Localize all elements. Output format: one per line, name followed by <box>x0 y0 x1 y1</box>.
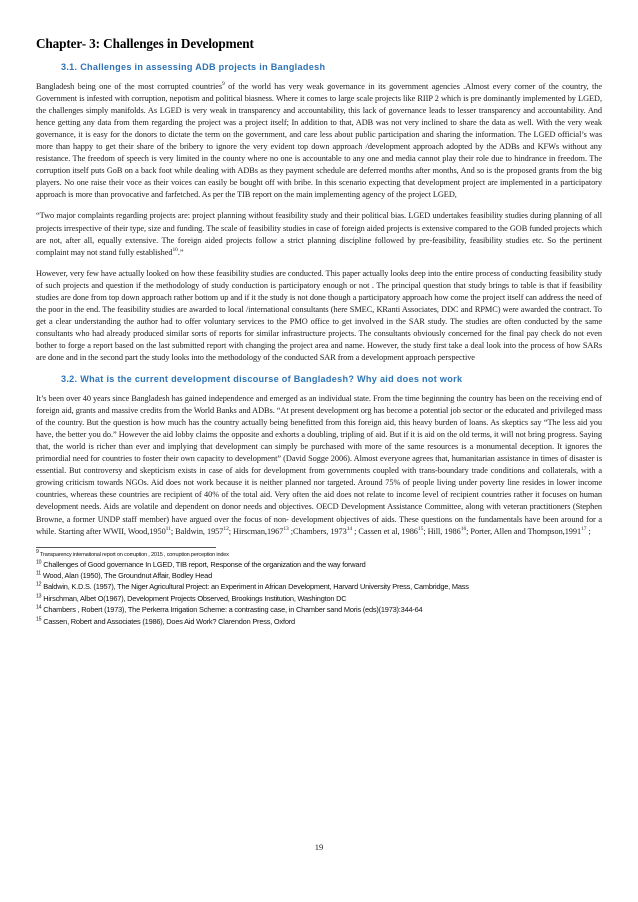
footnote-12 <box>36 581 602 592</box>
footnote-number: 12 <box>36 581 42 588</box>
footnote-10 <box>36 559 602 570</box>
footnote-number: 13 <box>36 593 42 600</box>
paragraph-text: It’s been over 40 years since Bangladesh has gained independence and emerged as an individual state. From the time beginning the country has been on the receiving end of foreign aid, grants and massive credits from the World Banks and ADBs. “At present development org has become a potential job sector or the educated and privileged mass of the country. But the question is how much has the country actually being benefitted from this foreign aid, this heavy burden of loans. As skeptics say “The less aid you have, the better you do.” However the aid lobby claims the opposite and exhorts a doubling, tripling of aid. But if it is aid on the old terms, it will not bring progress. Saying that, the world is richer than ever and implying that development can simply be purchased with more of the same resources is a monumental deception. It ignores the primordial need for countries to foster their own capacity to development” (David Sogge 2006). Almost everyone agrees that, humanitarian assistance in times of disaster is essential. But controversy and skepticism exists in case of aids for development from governments coupled with trans-boundary trade conditions and collaterals, with a growing criticism towards NGOs. Aid does not work because it is neither planned nor targeted. Around 75% of people living under poverty line resides in lower income countries, whereas these countries are recipient of 40% of the total aid. Very often the aid does not relate to income level of recipient countries rather it focuses on human development needs. Aids are volatile and dependent on donor needs and objectives. OECD Development Assistance Committee, along with veteran practitioners (Stephen Browne, a former UNDP staff member) have argued over the focus of non- development objectives of aids. These questions on the fundamentals have been around for a while. Starting after WWII, Wood,1950 <box>36 394 602 536</box>
paragraph-governance <box>36 81 602 201</box>
paragraph-text: Bangladesh being one of the most corrupted countries <box>36 82 223 91</box>
footnotes <box>36 548 602 627</box>
paragraph-feasibility: However, very few have actually looked on how these feasibility studies are conducted. This paper actually looks deep into the entire process of conducting feasibility study of such projects and question if the methodology of study conduction is participatory enough or not . The principal question that study brings to table is that if feasibility studies are done from top down approach rather bottom up and if it the study is not done though a participatory approach how come the project itself can address the need of the poor in the end. The feasibility studies are awarded to local /international consultants (here SMEC, KRanti Associates, DDC and RPMC) were awarded the contract. To get a clear understanding the author had to offer voluntary services to the PMO office to get involved in the SAR study. The studies are often conducted by the same consultants who had already produced similar sorts of reports for similar infrastructure projects. The consultants obviously concerned for the final pay check do not even bother to forge a report based on the last submitted report with changing the project area and name. However, the study first take a deal look into the process of how SARs are done and in the second part the study looks into the methodology of the conducted SAR from a development approach perspective <box>36 268 602 362</box>
footnote-number: 10 <box>36 559 42 566</box>
quote-text: .” <box>177 247 184 257</box>
footnote-ref[interactable]: 11 <box>165 525 171 532</box>
footnote-14 <box>36 604 602 615</box>
footnote-number: 15 <box>36 616 42 623</box>
footnote-text: Challenges of Good governance In LGED, TIB report, Response of the organization and the way forward <box>41 559 366 569</box>
footnote-number: 9 <box>36 548 39 555</box>
paragraph-text: ; Baldwin, 1957 <box>170 526 224 536</box>
section-heading-3-1: 3.1. Challenges in assessing ADB projects in Bangladesh <box>61 62 326 72</box>
page-number: 19 <box>314 842 324 852</box>
footnote-text: Wood, Alan (1950), The Groundnut Affair, Bodley Head <box>40 571 212 580</box>
paragraph-text: ; Cassen et al, 1986 <box>352 526 418 536</box>
footnote-11 <box>36 570 602 581</box>
footnote-ref[interactable]: 10 <box>172 246 178 253</box>
footnote-text: Transparency international report on corruption , 2015 , corruption perception index <box>38 551 229 558</box>
footnote-ref[interactable]: 12 <box>223 525 229 532</box>
footnote-15 <box>36 616 602 627</box>
footnote-ref[interactable]: 17 <box>581 525 587 532</box>
footnote-text: Baldwin, K.D.S. (1957), The Niger Agricultural Project: an Experiment in African Development, Harvard University Press, Cambridge, Mass <box>41 582 469 592</box>
footnote-divider <box>36 547 216 548</box>
document-page <box>36 36 602 627</box>
footnote-text: Chambers , Robert (1973), The Perkerra Irrigation Scheme: a contrasting case, in Chamber sand Moris (eds)(1973):344-64 <box>41 605 423 615</box>
footnote-ref[interactable]: 16 <box>460 525 467 532</box>
footnote-ref[interactable]: 13 <box>283 525 289 532</box>
quote-text: “Two major complaints regarding projects are: project planning without feasibility study and their political bias. LGED undertakes feasibility studies during planning of all projects irrespective of their type, size and funding. The scale of feasibility studies in case of foreign aided projects is extensive compared to the GOB funded projects which are not, after all, equally extensive. The foreign aided projects follow a strict planning discipline followed by pre-feasibility, feasibility studies etc. So the pertinent complaint may not stand fully established <box>36 211 602 257</box>
footnote-text: Hirschman, Albet O(1967), Development Projects Observed, Brookings Institution, Washington DC <box>41 593 347 603</box>
paragraph-text: ; Hill, 1986 <box>423 526 461 536</box>
paragraph-quote <box>36 210 602 258</box>
paragraph-aid <box>36 393 602 538</box>
paragraph-text: ; <box>586 526 591 536</box>
chapter-title: Chapter- 3: Challenges in Development <box>36 36 254 51</box>
footnote-ref[interactable]: 9 <box>222 81 225 88</box>
footnote-13 <box>36 593 602 604</box>
footnote-text: Cassen, Robert and Associates (1986), Does Aid Work? Clarendon Press, Oxford <box>41 616 295 626</box>
section-heading-3-2: 3.2. What is the current development discourse of Bangladesh? Why aid does not work <box>61 374 463 385</box>
paragraph-text: of the world has very weak governance in its government agencies .Almost every corner of the country, the Government is infested with corruption, nepotism and political biasness. Where it comes to large scale projects like RIIP 2 which is pre dominantly implemented by LGED, the challenges simply manifolds. As LGED is very weak in transparency and accountability, this lack of governance leads to lesser transparency and accountability. And hence getting any data from them regarding the project was a project itself; In addition to that, ADB was not very inclined to share the data as well. With the very weak governance, it is easy for the donors to dictate the term on the government, and care less about public participation and sharing the information. The LGED official’s was more than happy to get their share of the bribery to ignore the very evident top down approach /development approach adopted by the ADBs and KFWs without any resistance. The freedom of speech is very limited in the county where no one is accountable to any one and media cannot play their role due to hindrance in freedom. The corruption itself puts GoB on a back foot while dealing with ADBs as they payment schedule are deferred months after months, And so is the proposed grants from the big players. No one raise their voce as their voices can easily be bought off with bribe. In this scenario expecting that development project are implemented in a participatory approach is more than provocative and farfetched. As per the TIB report on the main implementing agency of the project LGED, <box>36 82 602 200</box>
footnote-number: 11 <box>36 570 41 577</box>
paragraph-text: ; Porter, Allen and Thompson,1991 <box>466 526 582 536</box>
paragraph-text: ;Chambers, 1973 <box>288 526 347 536</box>
paragraph-text: ; Hirscman,1967 <box>228 526 284 536</box>
footnote-9 <box>36 548 602 559</box>
footnote-ref[interactable]: 14 <box>346 525 353 532</box>
footnote-ref[interactable]: 15 <box>417 525 424 532</box>
footnote-number: 14 <box>36 604 42 611</box>
